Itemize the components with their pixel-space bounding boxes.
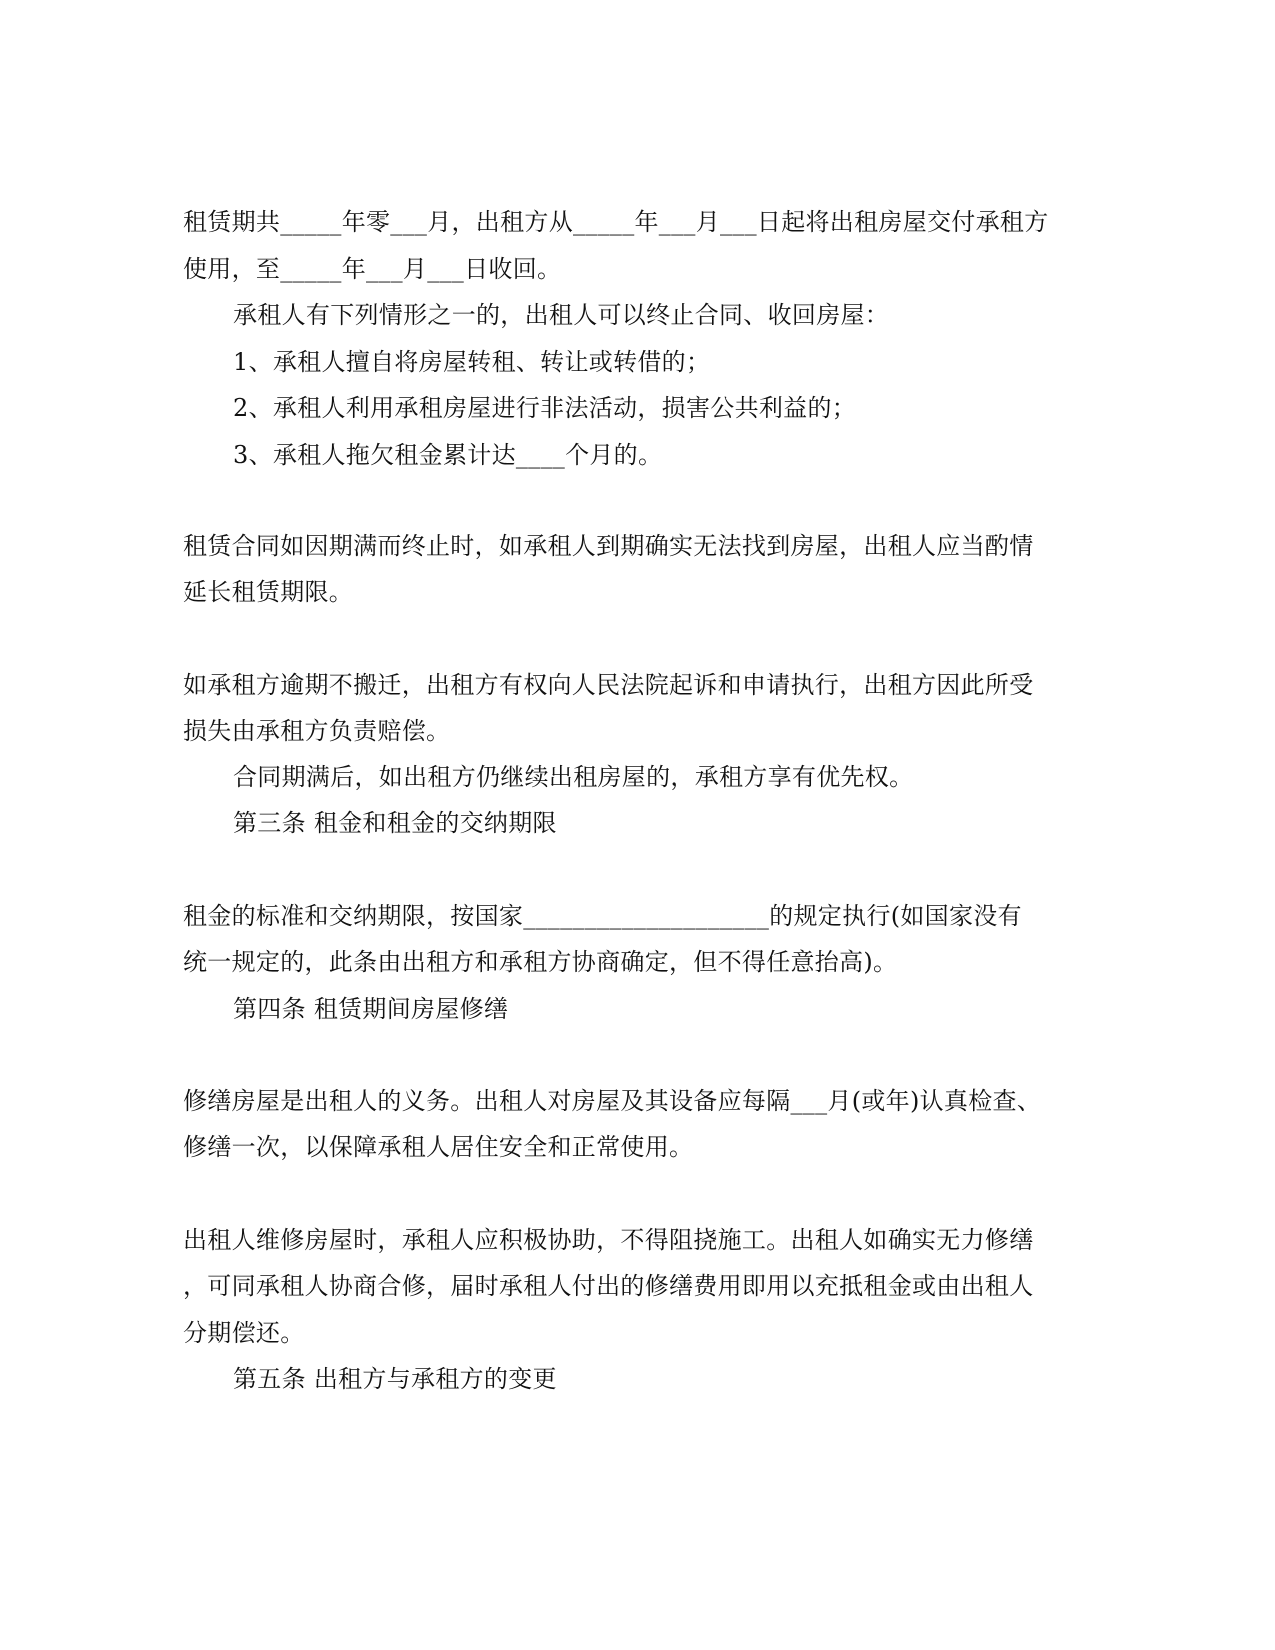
text-line-rent-standard-cont: 统一规定的，此条由出租方和承租方协商确定，但不得任意抬高)。 — [183, 948, 898, 976]
text-line-lease-term: 租赁期共_____年零___月，出租方从_____年___月___日起将出租房屋交付承租方 — [183, 208, 1049, 236]
section-heading-article-5: 第五条 出租方与承租方的变更 — [233, 1365, 557, 1393]
text-line-overdue-cont: 损失由承租方负责赔偿。 — [183, 717, 451, 745]
text-line-repair-cooperation-end: 分期偿还。 — [183, 1319, 305, 1347]
text-line-repair-cooperation-cont: ，可同承租人协商合修，届时承租人付出的修缮费用即用以充抵租金或由出租人 — [183, 1272, 1034, 1300]
text-line-termination-intro: 承租人有下列情形之一的，出租人可以终止合同、收回房屋： — [233, 301, 890, 329]
text-line-item-1: 1、承租人擅自将房屋转租、转让或转借的； — [233, 348, 711, 376]
section-heading-article-4: 第四条 租赁期间房屋修缮 — [233, 995, 509, 1023]
text-line-repair-duty-cont: 修缮一次，以保障承租人居住安全和正常使用。 — [183, 1133, 694, 1161]
text-line-repair-duty: 修缮房屋是出租人的义务。出租人对房屋及其设备应每隔___月(或年)认真检查、 — [183, 1087, 1042, 1115]
section-heading-article-3: 第三条 租金和租金的交纳期限 — [233, 809, 557, 837]
text-line-item-2: 2、承租人利用承租房屋进行非法活动，损害公共利益的； — [233, 394, 857, 422]
text-line-item-3: 3、承租人拖欠租金累计达____个月的。 — [233, 441, 663, 469]
text-line-lease-return: 使用，至_____年___月___日收回。 — [183, 255, 562, 283]
text-line-extension: 租赁合同如因期满而终止时，如承租人到期确实无法找到房屋，出租人应当酌情 — [183, 532, 1034, 560]
text-line-repair-cooperation: 出租人维修房屋时，承租人应积极协助，不得阻挠施工。出租人如确实无力修缮 — [183, 1226, 1034, 1254]
text-line-extension-cont: 延长租赁期限。 — [183, 578, 354, 606]
text-line-overdue: 如承租方逾期不搬迁，出租方有权向人民法院起诉和申请执行，出租方因此所受 — [183, 671, 1034, 699]
text-line-priority: 合同期满后，如出租方仍继续出租房屋的，承租方享有优先权。 — [233, 763, 914, 791]
text-line-rent-standard: 租金的标准和交纳期限，按国家____________________的规定执行(如国家没有 — [183, 902, 1022, 930]
